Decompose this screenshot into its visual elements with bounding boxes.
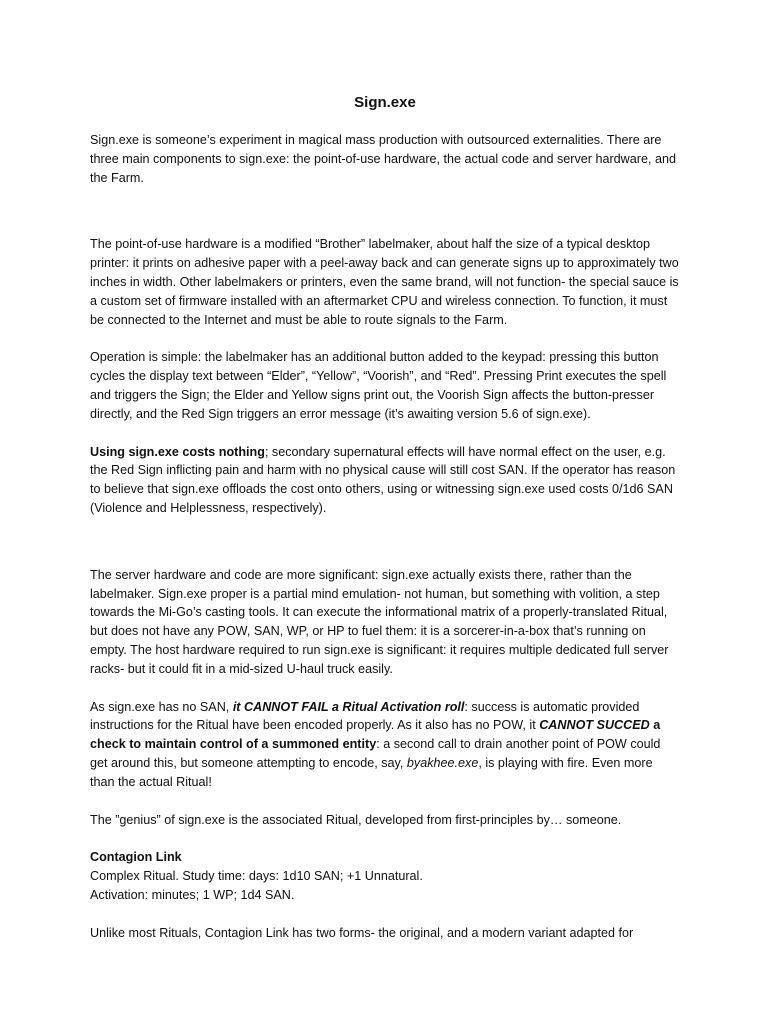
ritual-heading: Contagion Link [90, 850, 182, 865]
operation-paragraph: Operation is simple: the labelmaker has an additional button added to the keypad: pressing this button cycles the display text between “Elder”, “Yellow”, “Voorish”, and “Red”. Pressing Print executes the spell and triggers the Sign; the Elder and Yellow signs print out, the Voorish Sign affects the button-presser directly, and the Red Sign triggers an error message (it’s awaiting version 5.6 of sign.exe). [90, 350, 667, 421]
ritual-study-line: Complex Ritual. Study time: days: 1d10 SAN; +1 Unnatural. [90, 869, 423, 884]
ritual-activation-line: Activation: minutes; 1 WP; 1d4 SAN. [90, 887, 295, 902]
activation-italic-filename: byakhee.exe [406, 755, 479, 770]
document-page [90, 92, 680, 943]
genius-paragraph: The ”genius” of sign.exe is the associated Ritual, developed from first-principles by… someone. [90, 812, 622, 827]
ritual-block [90, 848, 680, 904]
cost-paragraph [90, 443, 680, 518]
contagion-link-paragraph: Unlike most Rituals, Contagion Link has two forms- the original, and a modern variant adapted for [90, 925, 634, 940]
activation-text-f: : a second call to drain another point of POW could get around this, but someone attempting to encode, say, [90, 737, 661, 770]
activation-text-h: , is playing with fire. Even more than the actual Ritual! [90, 755, 653, 789]
document-title: Sign.exe [354, 94, 416, 111]
hardware-paragraph: The point-of-use hardware is a modified “Brother” labelmaker, about half the size of a typical desktop printer: it prints on adhesive paper with a peel-away back and can generate signs up to approximately two inches in width. Other labelmakers or printers, even the same brand, will not function- the special sauce is a custom set of firmware installed with an aftermarket CPU and wireless connection. To function, it must be connected to the Internet and must be able to route signals to the Farm. [90, 237, 679, 327]
intro-paragraph: Sign.exe is someone’s experiment in magical mass production with outsourced externalities. There are three main components to sign.exe: the point-of-use hardware, the actual code and server hardware, and the Farm. [90, 133, 676, 185]
cost-bold-text: Using sign.exe costs nothing [90, 444, 265, 459]
activation-text-a: As sign.exe has no SAN, [90, 699, 233, 714]
activation-cannot-succed: CANNOT SUCCED [539, 718, 650, 733]
ritual-activation-paragraph [90, 698, 680, 792]
activation-bold-control: a check to maintain control of a summoned entity [90, 718, 661, 752]
server-paragraph: The server hardware and code are more significant: sign.exe actually exists there, rather than the labelmaker. Sign.exe proper is a partial mind emulation- not human, but something with volition, a step towards the Mi-Go’s casting tools. It can execute the informational matrix of a properly-translated Ritual, but does not have any POW, SAN, WP, or HP to fuel them: it is a sorcerer-in-a-box that’s running on empty. The host hardware required to run sign.exe is significant: it requires multiple dedicated full server racks- but it could fit in a mid-sized U-haul truck easily. [90, 567, 669, 676]
cost-text: ; secondary supernatural effects will have normal effect on the user, e.g. the Red Sign inflicting pain and harm with no physical cause will still cost SAN. If the operator has reason to believe that sign.exe offloads the cost onto others, using or witnessing sign.exe used costs 0/1d6 SAN (Violence and Helplessness, respectively). [90, 444, 676, 515]
activation-bold-italic: it CANNOT FAIL a Ritual Activation roll [232, 699, 465, 714]
activation-text-c: : success is automatic provided instructions for the Ritual have been encoded properly. As it also has no POW, it [90, 699, 640, 733]
